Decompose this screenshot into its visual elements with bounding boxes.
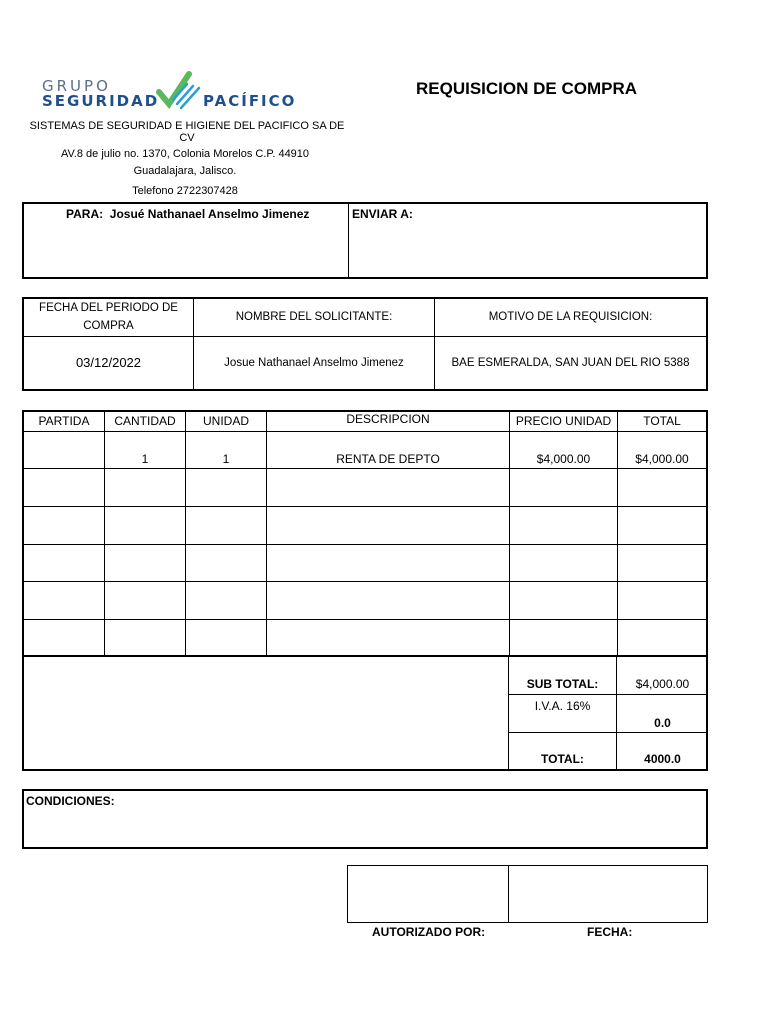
row3-total [618,506,708,544]
row3-partida [23,506,105,544]
items-header-row [23,411,707,431]
row5-cantidad [105,581,186,619]
row6-total [618,619,708,656]
request-info-table [22,297,708,391]
para-field [66,207,346,221]
signature-divider [508,866,509,922]
table-row [23,619,707,656]
company-name: SISTEMAS DE SEGURIDAD E HIGIENE DEL PACIFICO SA DE CV [29,120,345,144]
row2-partida [23,468,105,506]
row2-total [618,468,708,506]
autorizado-label: AUTORIZADO POR: [372,925,486,939]
row4-unidad [186,544,267,581]
table-row [23,544,707,581]
row1-total: $4,000.00 [618,431,708,468]
row1-unidad: 1 [186,431,267,468]
row3-cantidad [105,506,186,544]
iva-value: 0.0 [617,694,709,732]
row2-descripcion [267,468,510,506]
table-row [23,581,707,619]
para-value: Josué Nathanael Anselmo Jimenez [109,207,310,221]
row3-unidad [186,506,267,544]
row5-descripcion [267,581,510,619]
col-cantidad: CANTIDAD [105,411,186,431]
table-row [23,506,707,544]
header-motivo: MOTIVO DE LA REQUISICION: [435,298,708,336]
logo-check-icon [155,70,205,114]
row3-descripcion [267,506,510,544]
col-descripcion: DESCRIPCION [267,411,510,431]
row6-cantidad [105,619,186,656]
row4-total [618,544,708,581]
value-nombre-solicitante: Josue Nathanael Anselmo Jimenez [194,336,435,390]
items-table [22,410,708,657]
totals-table [508,656,708,769]
totals-box [22,656,708,771]
total-label: TOTAL: [509,732,617,769]
row4-partida [23,544,105,581]
row1-cantidad: 1 [105,431,186,468]
para-label: PARA: [66,207,104,221]
row1-descripcion: RENTA DE DEPTO [267,431,510,468]
row4-precio-unidad [510,544,618,581]
recipient-divider [348,204,349,277]
row1-precio-unidad: $4,000.00 [510,431,618,468]
signature-box [347,865,708,923]
row6-precio-unidad [510,619,618,656]
value-fecha-periodo: 03/12/2022 [23,336,194,390]
row3-precio-unidad [510,506,618,544]
row4-cantidad [105,544,186,581]
row5-unidad [186,581,267,619]
table-row [23,468,707,506]
row5-precio-unidad [510,581,618,619]
row2-unidad [186,468,267,506]
recipient-box [22,202,708,279]
document-title: REQUISICION DE COMPRA [416,79,638,98]
row2-precio-unidad [510,468,618,506]
row6-descripcion [267,619,510,656]
row6-unidad [186,619,267,656]
row4-descripcion [267,544,510,581]
header-nombre-solicitante: NOMBRE DEL SOLICITANTE: [194,298,435,336]
subtotal-value: $4,000.00 [617,656,709,694]
iva-label: I.V.A. 16% [509,694,617,732]
conditions-box [22,789,708,849]
conditions-label: CONDICIONES: [26,794,115,808]
col-total: TOTAL [618,411,708,431]
fecha-label: FECHA: [587,925,633,939]
logo-pacifico-text: PACÍFICO [203,92,297,110]
row5-total [618,581,708,619]
row5-partida [23,581,105,619]
row1-partida [23,431,105,468]
col-unidad: UNIDAD [186,411,267,431]
phone-number: Telefono 2722307428 [132,185,238,197]
subtotal-label: SUB TOTAL: [509,656,617,694]
enviar-label: ENVIAR A: [352,207,413,221]
address-line-2: Guadalajara, Jalisco. [133,165,237,177]
header-fecha-periodo: FECHA DEL PERIODO DE COMPRA [23,298,194,336]
total-value: 4000.0 [617,732,709,769]
table-row [23,431,707,468]
logo-grupo-text: GRUPO [42,77,111,95]
col-precio-unidad: PRECIO UNIDAD [510,411,618,431]
address-line-1: AV.8 de julio no. 1370, Colonia Morelos C.P. 44910 [60,148,310,160]
value-motivo: BAE ESMERALDA, SAN JUAN DEL RIO 5388 [435,336,708,390]
col-partida: PARTIDA [23,411,105,431]
logo-seguridad-text: SEGURIDAD [42,92,160,110]
row2-cantidad [105,468,186,506]
row6-partida [23,619,105,656]
